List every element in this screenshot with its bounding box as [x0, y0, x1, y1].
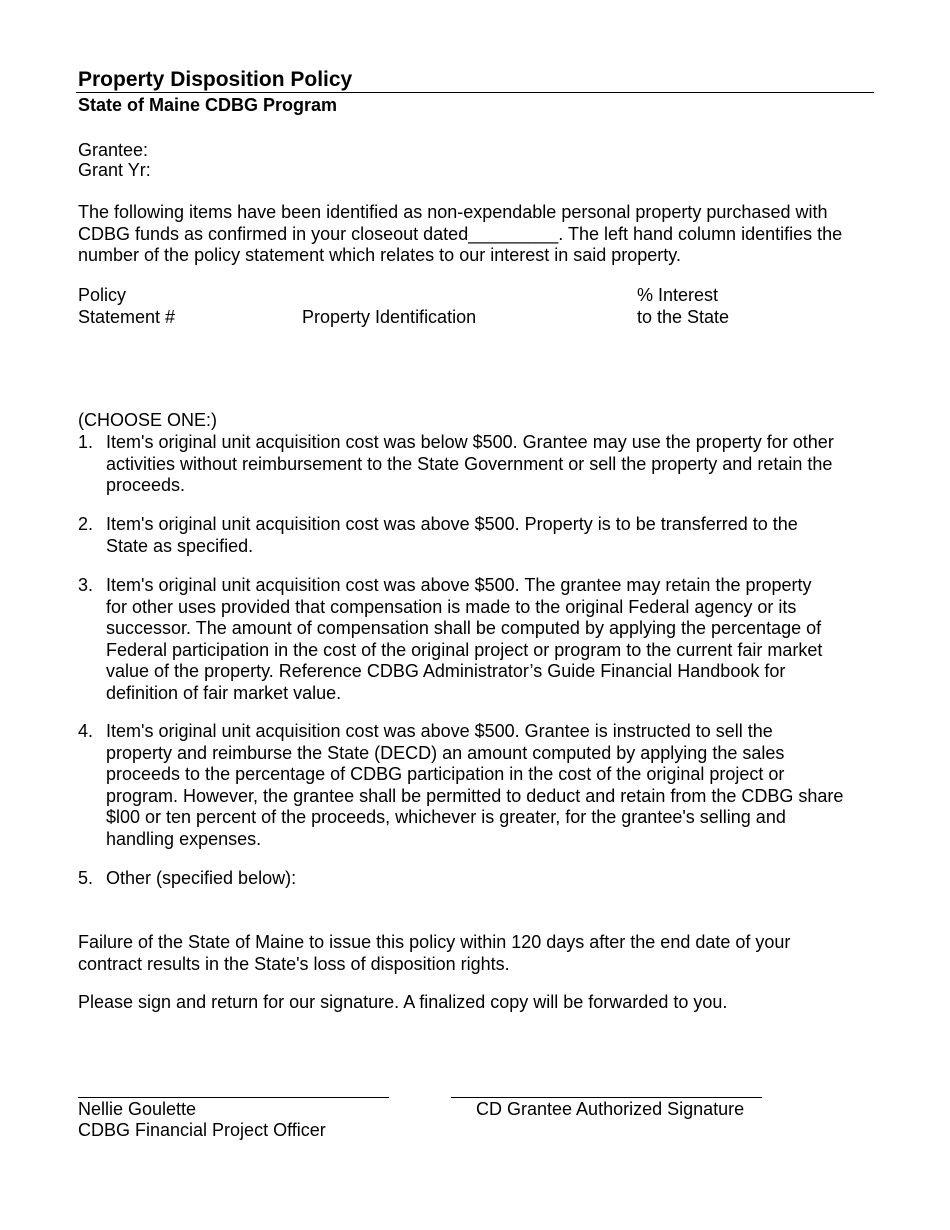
option-number: 3. [78, 575, 94, 595]
sign-notice: Please sign and return for our signature. A finalized copy will be forwarded to you. [78, 992, 728, 1012]
option-item-4 [78, 721, 878, 850]
option-item-1 [78, 432, 878, 497]
option-text: Item's original unit acquisition cost was below $500. Grantee may use the property for other activities without reimbursement to the State Government or sell the property and retain the proceeds. [106, 432, 834, 495]
failure-notice: Failure of the State of Maine to issue this policy within 120 days after the end date of your contract results in the State's loss of disposition rights. [78, 932, 791, 974]
intro-paragraph: The following items have been identified as non-expendable personal property purchased with CDBG funds as confirmed in your closeout dated_________. The left hand column identifies the number of the policy statement which relates to our interest in said property. [78, 202, 843, 265]
option-item-2 [78, 514, 878, 557]
page-title: Property Disposition Policy [78, 68, 353, 91]
option-item-3 [78, 575, 878, 704]
option-number: 1. [78, 432, 94, 452]
grant-year-label: Grant Yr: [78, 160, 151, 180]
officer-title: CDBG Financial Project Officer [78, 1120, 326, 1140]
grantee-signature-line[interactable] [451, 1097, 762, 1098]
col-interest-line1: % Interest [637, 285, 719, 305]
option-number: 5. [78, 868, 94, 888]
option-number: 2. [78, 514, 94, 534]
grantee-signature-label: CD Grantee Authorized Signature [476, 1099, 745, 1119]
choose-one-label: (CHOOSE ONE:) [78, 410, 218, 430]
option-item-5 [78, 868, 878, 890]
title-rule [76, 92, 874, 93]
page-subtitle: State of Maine CDBG Program [78, 95, 338, 115]
col-property-identification: Property Identification [302, 307, 477, 327]
officer-signature-line[interactable] [78, 1097, 389, 1098]
option-text: Item's original unit acquisition cost was above $500. Grantee is instructed to sell the property and reimburse the State (DECD) an amount computed by applying the sales proceeds to the percentage of CDBG participation in the cost of the original project or program. However, the grantee shall be permitted to deduct and retain from the CDBG share $l00 or ten percent of the proceeds, whichever is greater, for the grantee's selling and handling expenses. [106, 721, 844, 849]
option-text: Other (specified below): [106, 868, 297, 888]
officer-name: Nellie Goulette [78, 1099, 197, 1119]
option-text: Item's original unit acquisition cost was above $500. Property is to be transferred to the State as specified. [106, 514, 798, 556]
option-text: Item's original unit acquisition cost was above $500. The grantee may retain the property for other uses provided that compensation is made to the original Federal agency or its successor. The amount of compensation shall be computed by applying the percentage of Federal participation in the cost of the original project or program to the current fair market value of the property. Reference CDBG Administrator’s Guide Financial Handbook for definition of fair market value. [106, 575, 823, 703]
col-interest-line2: to the State [637, 307, 730, 327]
col-policy-line1: Policy [78, 285, 127, 305]
option-number: 4. [78, 721, 94, 741]
col-policy-line2: Statement # [78, 307, 176, 327]
grantee-label: Grantee: [78, 140, 149, 160]
